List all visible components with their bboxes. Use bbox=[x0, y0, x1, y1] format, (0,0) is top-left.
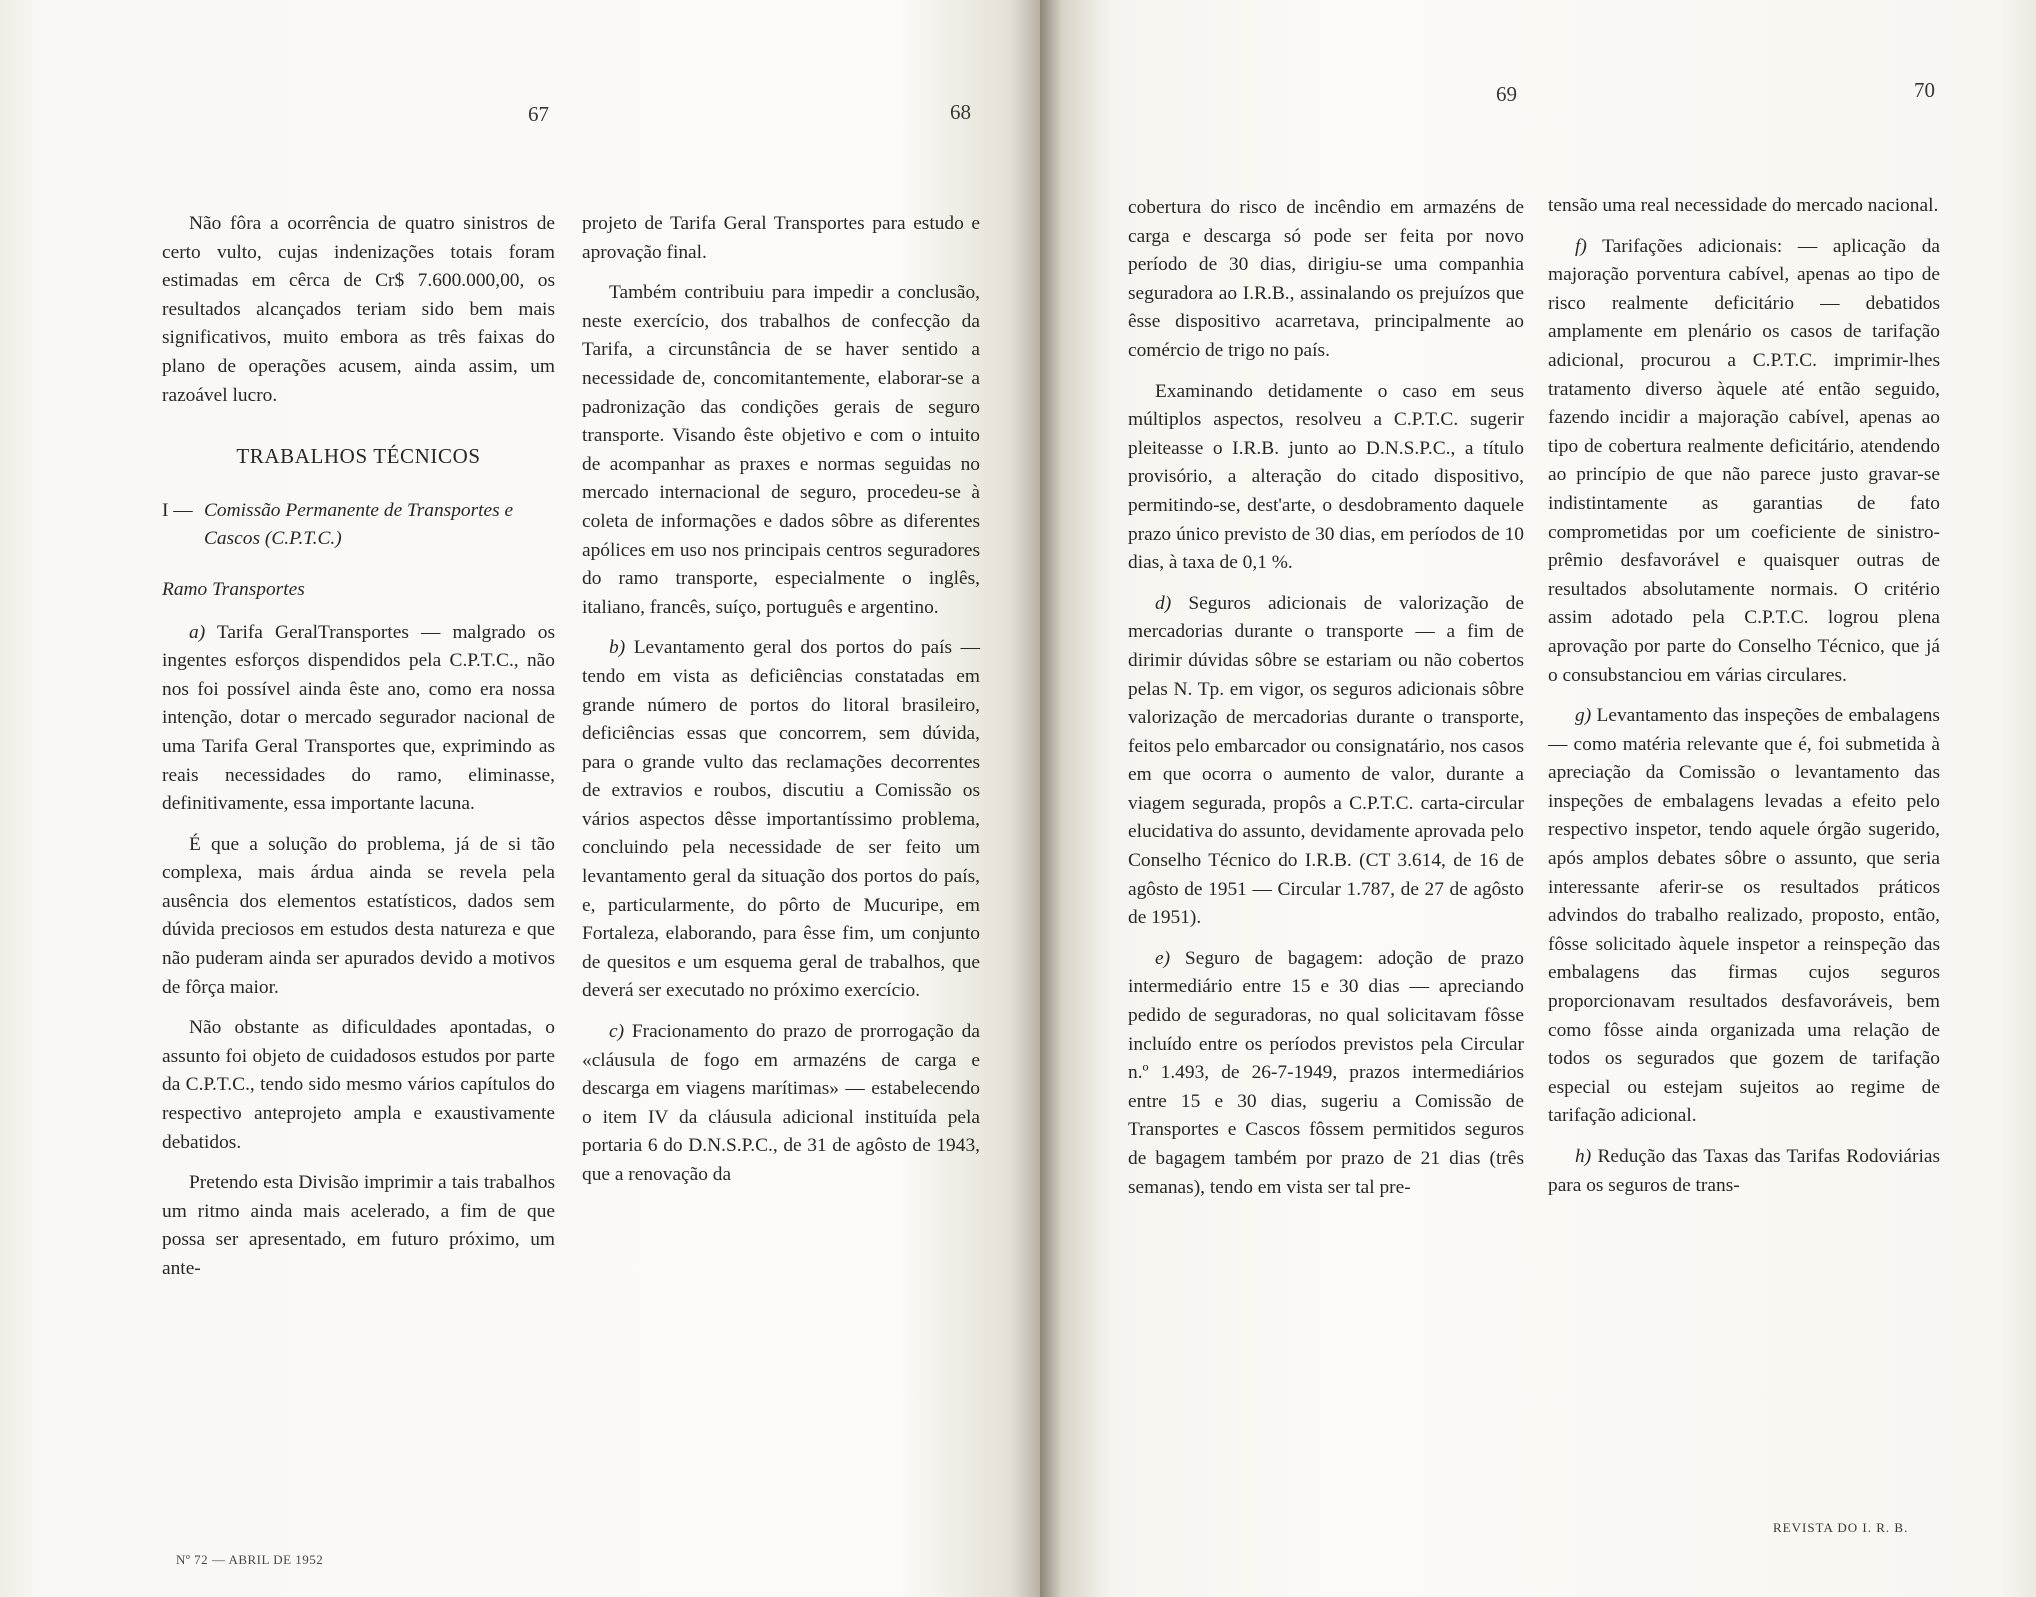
paragraph: Examinando detidamente o caso em seus múltiplos aspectos, resolveu a C.P.T.C. sugerir pleiteasse o I.R.B. junto ao D.N.S.P.C., a título provisório, a alteração do citado dispositivo, permitindo-se, dest'arte, o desdobramento daquele prazo único previsto de 30 dias, em períodos de 10 dias, à taxa de 0,1 %. bbox=[1128, 380, 1524, 574]
item-label: g) bbox=[1575, 705, 1592, 727]
column-70 bbox=[1548, 192, 1940, 1212]
item-text: Levantamento das inspeções de embalagens — como matéria relevante que é, foi submetida à apreciação da Comissão o levantamento das inspeções de embalagens levadas a efeito pelo respectivo inspetor, tendo aquele órgão sugerido, após amplos debates sôbre o assunto, que seria interessante aferir-se os resultados práticos advindos do trabalho realizado, proposto, então, fôsse solicitado àquele inspetor a reinspeção das embalagens das firmas cujos seguros proporcionavam resultados desfavoráveis, bem como fôsse ainda organizada uma relação de todos os segurados que gozem de tarifação especial ou estejam sujeitos ao regime de tarifação adicional. bbox=[1548, 705, 1940, 1127]
right-page bbox=[1040, 0, 2036, 1597]
column-68-body bbox=[582, 210, 980, 1202]
column-67 bbox=[162, 210, 555, 1296]
page-number-70: 70 bbox=[1914, 78, 1935, 102]
item-label: h) bbox=[1575, 1146, 1592, 1167]
branch-title: Ramo Transportes bbox=[162, 578, 305, 600]
column-69 bbox=[1128, 194, 1524, 1214]
item-d bbox=[1128, 590, 1524, 933]
paragraph: Não fôra a ocorrência de quatro sinistros de certo vulto, cujas indenizações totais foram estimadas em cêrca de Cr$ 7.600.000,00, os resultados alcançados teriam sido bem mais significativos, muito embora as três faixas do plano de operações acusem, ainda assim, um razoável lucro. bbox=[162, 213, 555, 406]
item-text: Tarifa GeralTransportes — malgrado os ingentes esforços dispendidos pela C.P.T.C., não nos foi possível ainda êste ano, como era nossa intenção, dotar o mercado segurador nacional de uma Tarifa Geral Transportes que, exprimindo as reais necessidades do ramo, eliminasse, definitivamente, essa importante lacuna. bbox=[162, 621, 555, 815]
item-text: Levantamento geral dos portos do país — tendo em vista as deficiências constatadas em grande número de portos do litoral brasileiro, deficiências essas que concorrem, sem dúvida, para o grande vulto das reclamações decorrentes de extravios e roubos, discutiu a Comissão os vários aspectos dêsse importantíssimo problema, concluindo pela necessidade de ser feito um levantamento geral da situação dos portos do país, e, particularmente, do pôrto de Mucuripe, em Fortaleza, elaborando, para êsse fim, um conjunto de quesitos e um esquema geral de trabalhos, que deverá ser executado no próximo exercício. bbox=[582, 637, 980, 1002]
subsection-title bbox=[162, 497, 555, 554]
item-label: e) bbox=[1155, 947, 1171, 969]
page-number-69: 69 bbox=[1496, 82, 1517, 106]
paragraph: tensão uma real necessidade do mercado nacional. bbox=[1548, 195, 1939, 216]
item-label: f) bbox=[1575, 235, 1587, 257]
item-text: Seguros adicionais de valorização de mercadorias durante o transporte — a fim de dirimir dúvidas sôbre se estariam ou não cobertos pelas N. Tp. em vigor, os seguros adicionais sôbre valorização de mercadorias durante o transporte, feitos pelo embarcador ou consignatário, nos casos em que ocorra o aumento de valor, durante a viagem segurada, propôs a C.P.T.C. carta-circular elucidativa do assunto, devidamente aprovada pelo Conselho Técnico do I.R.B. (CT 3.614, de 16 de agôsto de 1951 — Circular 1.787, de 27 de agôsto de 1951). bbox=[1128, 592, 1524, 929]
section-heading: TRABALHOS TÉCNICOS bbox=[236, 444, 481, 469]
item-label: a) bbox=[189, 621, 206, 643]
paragraph: É que a solução do problema, já de si tão complexa, mais árdua ainda se revela pela ausência dos elementos estatísticos, dados sem dúvida preciosos em estudos desta natureza e que não puderam ainda ser apurados devido a motivos de fôrça maior. bbox=[162, 833, 555, 998]
item-text: Fracionamento do prazo de prorrogação da «cláusula de fogo em armazéns de carga e descarga em viagens marítimas» — estabelecendo o item IV da cláusula adicional instituída pela portaria 6 do D.N.S.P.C., de 31 de agôsto de 1943, que a renovação da bbox=[582, 1021, 980, 1185]
paragraph: cobertura do risco de incêndio em armazéns de carga e descarga só pode ser feita por novo período de 30 dias, dirigiu-se uma companhia seguradora ao I.R.B., assinalando os prejuízos que êsse dispositivo acarretava, principalmente ao comércio de trigo no país. bbox=[1128, 197, 1524, 361]
item-b bbox=[582, 634, 980, 1006]
item-g bbox=[1548, 702, 1940, 1131]
page-number-67: 67 bbox=[528, 102, 549, 126]
item-c bbox=[582, 1018, 980, 1190]
page-number-68: 68 bbox=[950, 100, 971, 124]
footer-issue: Nº 72 — ABRIL DE 1952 bbox=[176, 1552, 324, 1567]
paragraph: projeto de Tarifa Geral Transportes para estudo e aprovação final. bbox=[582, 213, 980, 263]
item-label: b) bbox=[609, 637, 626, 659]
paragraph: Pretendo esta Divisão imprimir a tais trabalhos um ritmo ainda mais acelerado, a fim de que possa ser apresentado, em futuro próximo, um ante- bbox=[162, 1172, 555, 1279]
item-h bbox=[1548, 1143, 1940, 1200]
item-text: Redução das Taxas das Tarifas Rodoviárias para os seguros de trans- bbox=[1548, 1146, 1940, 1196]
item-label: c) bbox=[609, 1021, 625, 1043]
item-e bbox=[1128, 945, 1524, 1202]
subsection-title-text: Comissão Permanente de Transportes e Cascos (C.P.T.C.) bbox=[204, 499, 514, 550]
item-text: Seguro de bagagem: adoção de prazo intermediário entre 15 e 30 dias — apreciando pedido de seguradoras, no qual solicitavam fôsse incluído entre os períodos previstos pela Circular n.º 1.493, de 26-7-1949, prazos intermediários entre 15 e 30 dias, sugeriu a Comissão de Transportes e Cascos fôssem permitidos seguros de bagagem também por prazo de 21 dias (três semanas), tendo em vista ser tal pre- bbox=[1128, 947, 1524, 1198]
subsection-number: I — bbox=[162, 499, 193, 521]
item-a bbox=[162, 619, 555, 819]
item-label: d) bbox=[1155, 592, 1172, 614]
footer-journal: REVISTA DO I. R. B. bbox=[1773, 1520, 1909, 1535]
paragraph: Também contribuiu para impedir a conclusão, neste exercício, dos trabalhos de confecção da Tarifa, a circunstância de se haver sentido a necessidade de, concomitantemente, elaborar-se a padronização das condições gerais de seguro transporte. Visando êste objetivo e com o intuito de acompanhar as praxes e normas seguidas no mercado internacional de seguro, procedeu-se à coleta de informações e dados sôbre as diferentes apólices em uso nos principais centros seguradores do ramo transporte, especialmente o inglês, italiano, francês, suíço, português e argentino. bbox=[582, 282, 980, 618]
item-f bbox=[1548, 233, 1940, 691]
paragraph: Não obstante as dificuldades apontadas, o assunto foi objeto de cuidadosos estudos por parte da C.P.T.C., tendo sido mesmo vários capítulos do respectivo anteprojeto ampla e exaustivamente debatidos. bbox=[162, 1017, 555, 1153]
item-text: Tarifações adicionais: — aplicação da majoração porventura cabível, apenas ao tipo de risco realmente deficitário — debatidos amplamente em plenário os casos de tarifação adicional, procurou a C.P.T.C. imprimir-lhes tratamento diverso àquele até então seguido, fazendo incidir a majoração cabível, apenas ao tipo de cobertura realmente deficitário, atendendo ao princípio de que não parece justo gravar-se indistintamente as garantias de fato comprometidas por um coeficiente de sinistro-prêmio desfavorável e quaisquer outras de resultados absolutamente normais. O critério assim adotado pela C.P.T.C. logrou plena aprovação por parte do Conselho Técnico, que já o consubstanciou em várias circulares. bbox=[1548, 235, 1940, 686]
